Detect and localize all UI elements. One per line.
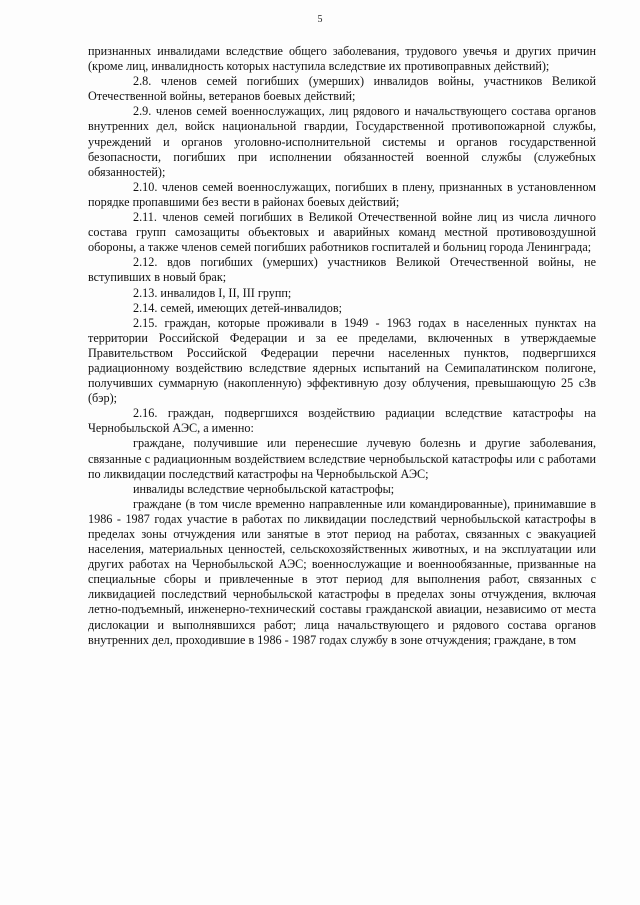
paragraph: граждане, получившие или перенесшие лучевую болезнь и другие заболевания, связанные с радиационным воздействием вследствие чернобыльской катастрофы или с работами по ликвидации последствий катастрофы на Чернобыльской АЭС; — [88, 436, 596, 481]
paragraph: инвалиды вследствие чернобыльской катастрофы; — [133, 481, 395, 496]
paragraph: 2.14. семей, имеющих детей-инвалидов; — [133, 300, 343, 315]
paragraph: 2.15. граждан, которые проживали в 1949 - 1963 годах в населенных пунктах на территории Российской Федерации и за ее пределами, включенных в утверждаемые Правительством Российской Федерации перечни населенных пунктов, подвергшихся радиационному воздействию вследствие ядерных испытаний на Семипалатинском полигоне, получивших суммарную (накопленную) эффективную дозу облучения, превышающую 25 сЗв (бэр); — [88, 315, 596, 406]
page-number: 5 — [317, 14, 323, 25]
paragraph: признанных инвалидами вследствие общего заболевания, трудового увечья и других причин (кроме лиц, инвалидность которых наступила вследствие их противоправных действий); — [88, 44, 596, 74]
paragraph: 2.10. членов семей военнослужащих, погибших в плену, признанных в установленном порядке пропавшими без вести в районах боевых действий; — [88, 179, 596, 209]
paragraph: 2.8. членов семей погибших (умерших) инвалидов войны, участников Великой Отечественной войны, ветеранов боевых действий; — [88, 74, 596, 104]
paragraph: 2.9. членов семей военнослужащих, лиц рядового и начальствующего состава органов внутренних дел, войск национальной гвардии, Государственной противопожарной службы, учреждений и органов уголовно-исполнительной системы и органов государственной безопасности, погибших при исполнении обязанностей военной службы (служебных обязанностей); — [88, 104, 596, 179]
paragraph: 2.16. граждан, подвергшихся воздействию радиации вследствие катастрофы на Чернобыльской АЭС, а именно: — [88, 406, 596, 436]
paragraph: граждане (в том числе временно направленные или командированные), принимавшие в 1986 - 1987 годах участие в работах по ликвидации последствий чернобыльской катастрофы в пределах зоны отчуждения или занятые в этот период на работах, связанных с эвакуацией населения, материальных ценностей, сельскохозяйственных животных, и на эксплуатации или других работах на Чернобыльской АЭС; военнослужащие и военнообязанные, призванные на специальные сборы и привлеченные в этот период для выполнения работ, связанных с ликвидацией последствий чернобыльской катастрофы в пределах зоны отчуждения, включая летно-подъемный, инженерно-технический составы гражданской авиации, независимо от места дислокации и выполнявшихся работ; лица начальствующего и рядового состава органов внутренних дел, проходившие в 1986 - 1987 годах службу в зоне отчуждения; граждане, в том — [88, 496, 596, 647]
paragraph: 2.13. инвалидов I, II, III групп; — [133, 285, 292, 300]
paragraph: 2.12. вдов погибших (умерших) участников Великой Отечественной войны, не вступивших в новый брак; — [88, 255, 596, 285]
paragraph: 2.11. членов семей погибших в Великой Отечественной войне лиц из числа личного состава групп самозащиты объектовых и аварийных команд местной противовоздушной обороны, а также членов семей погибших работников госпиталей и больниц города Ленинграда; — [88, 210, 596, 255]
document-body — [88, 44, 596, 648]
